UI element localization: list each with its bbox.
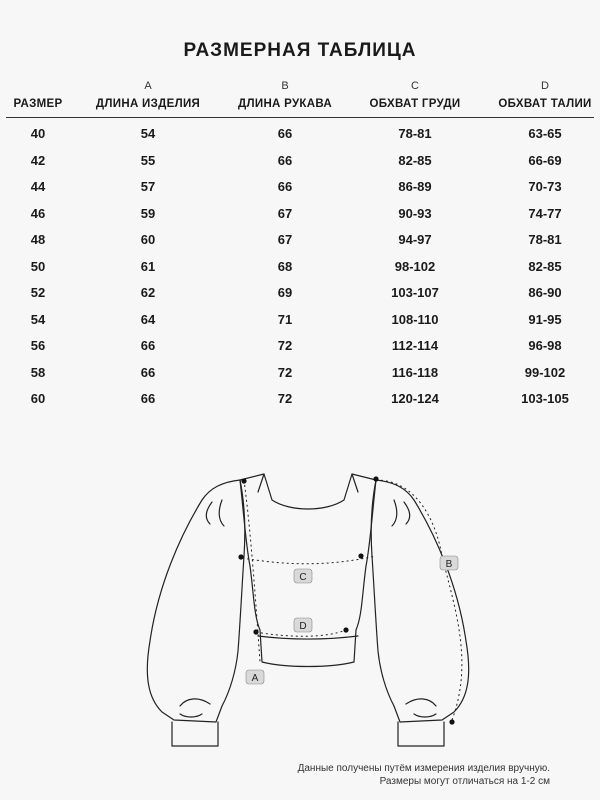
- table-cell: 59: [140, 205, 156, 221]
- col-title-chest: ОБХВАТ ГРУДИ: [369, 98, 461, 110]
- table-cell: 108-110: [391, 311, 439, 327]
- table-cell: 82-85: [528, 258, 562, 274]
- table-cell: 64: [140, 311, 156, 327]
- table-cell: 120-124: [391, 391, 439, 406]
- table-cell: 46: [30, 205, 46, 221]
- table-cell: 63-65: [528, 126, 562, 141]
- table-cell: 94-97: [398, 232, 432, 247]
- measure-c-line: [242, 556, 376, 564]
- footnote-line-1: Данные получены путём измерения изделия вручную.: [297, 763, 550, 774]
- col-title-waist: ОБХВАТ ТАЛИИ: [498, 98, 592, 110]
- table-row: [0, 387, 600, 414]
- table-row: [0, 361, 600, 388]
- table-cell: 103-107: [391, 285, 439, 300]
- col-title-length: ДЛИНА ИЗДЕЛИЯ: [95, 98, 201, 110]
- label-c: C: [299, 572, 307, 583]
- table-cell: 60: [140, 232, 156, 247]
- table-cell: 57: [140, 179, 156, 194]
- table-row: [0, 122, 600, 149]
- col-title-sleeve: ДЛИНА РУКАВА: [238, 98, 332, 110]
- table-row: [0, 228, 600, 255]
- table-cell: 99-102: [524, 364, 566, 380]
- table-cell: 66: [140, 338, 156, 353]
- table-cell: 90-93: [398, 205, 432, 221]
- table-cell: 72: [277, 338, 293, 353]
- table-row: [0, 255, 600, 282]
- table-cell: 112-114: [391, 338, 439, 353]
- table-cell: 91-95: [528, 311, 562, 327]
- table-cell: 70-73: [528, 179, 562, 194]
- col-letter-a: A: [144, 80, 152, 92]
- table-cell: 40: [30, 126, 46, 141]
- table-cell: 66-69: [528, 152, 562, 168]
- col-letter-d: D: [541, 80, 549, 92]
- header-rule: [6, 117, 594, 118]
- table-cell: 67: [277, 205, 293, 221]
- table-cell: 103-105: [521, 391, 569, 406]
- measure-a-line: [244, 480, 260, 662]
- table-cell: 78-81: [398, 126, 432, 141]
- table-cell: 67: [277, 232, 293, 247]
- table-cell: 96-98: [528, 338, 562, 353]
- size-table-body: [0, 122, 600, 414]
- table-row: [0, 334, 600, 361]
- label-b: B: [445, 559, 453, 570]
- table-cell: 54: [30, 311, 46, 327]
- table-cell: 78-81: [528, 232, 562, 247]
- table-cell: 55: [140, 152, 156, 168]
- table-cell: 44: [30, 179, 46, 194]
- table-cell: 48: [30, 232, 46, 247]
- table-cell: 82-85: [398, 152, 432, 168]
- table-cell: 71: [277, 311, 293, 327]
- table-cell: 50: [30, 258, 46, 274]
- table-cell: 60: [30, 391, 46, 406]
- table-cell: 58: [30, 364, 46, 380]
- table-cell: 66: [277, 126, 293, 141]
- garment-diagram: [140, 466, 480, 756]
- col-title-size: РАЗМЕР: [13, 98, 63, 110]
- table-cell: 61: [140, 258, 156, 274]
- table-cell: 62: [140, 285, 156, 300]
- left-sleeve-outline: [147, 480, 244, 722]
- footnote-line-2: Размеры могут отличаться на 1-2 см: [379, 776, 550, 787]
- table-cell: 69: [277, 285, 293, 300]
- table-cell: 72: [277, 391, 293, 406]
- col-letter-c: C: [411, 80, 419, 92]
- table-cell: 66: [140, 364, 156, 380]
- label-d: D: [299, 621, 307, 632]
- table-row: [0, 202, 600, 229]
- table-cell: 66: [277, 179, 293, 194]
- table-cell: 74-77: [528, 205, 562, 221]
- table-row: [0, 149, 600, 176]
- footnote: [250, 762, 550, 788]
- table-cell: 66: [140, 391, 156, 406]
- table-row: [0, 281, 600, 308]
- table-cell: 98-102: [394, 258, 436, 274]
- table-cell: 72: [277, 364, 293, 380]
- table-cell: 86-90: [528, 285, 562, 300]
- col-letter-b: B: [281, 80, 289, 92]
- table-cell: 68: [277, 258, 293, 274]
- table-cell: 56: [30, 338, 46, 353]
- table-cell: 66: [277, 152, 293, 168]
- table-header: [0, 76, 600, 116]
- table-cell: 52: [30, 285, 46, 300]
- table-cell: 54: [140, 126, 156, 141]
- label-a: A: [251, 673, 259, 684]
- right-sleeve-outline: [371, 480, 468, 722]
- page-title: РАЗМЕРНАЯ ТАБЛИЦА: [183, 40, 417, 61]
- table-cell: 116-118: [391, 364, 439, 380]
- measure-b-line: [376, 480, 462, 720]
- table-cell: 86-89: [398, 179, 432, 194]
- table-row: [0, 308, 600, 335]
- table-row: [0, 175, 600, 202]
- table-cell: 42: [30, 152, 46, 168]
